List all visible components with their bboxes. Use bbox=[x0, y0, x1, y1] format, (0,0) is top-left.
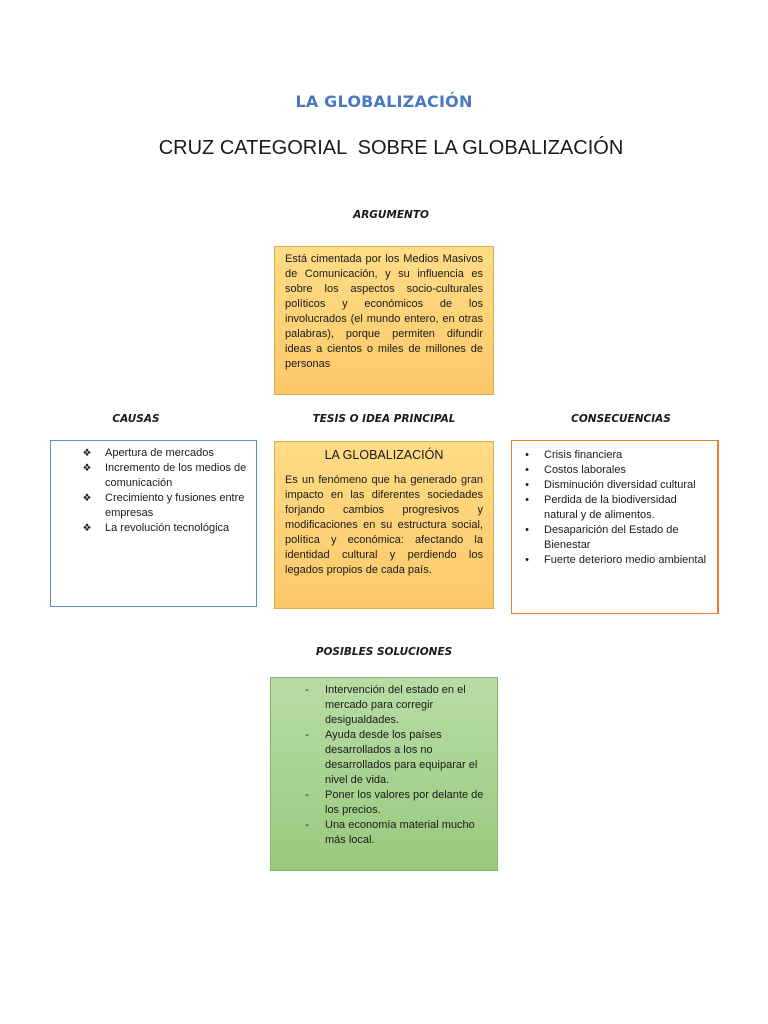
consecuencias-box bbox=[511, 440, 719, 614]
causas-box bbox=[50, 440, 257, 607]
soluciones-list bbox=[271, 683, 489, 848]
argumento-box bbox=[274, 246, 494, 395]
bullet-icon: • bbox=[525, 464, 529, 476]
tesis-box-title: LA GLOBALIZACIÓN bbox=[324, 448, 444, 462]
dash-bullet-icon: - bbox=[305, 789, 309, 801]
list-item: - Poner los valores por delante de los precios. bbox=[271, 788, 489, 818]
list-item: ❖ La revolución tecnológica bbox=[51, 521, 252, 536]
bullet-icon: • bbox=[525, 554, 529, 566]
list-item: • Disminución diversidad cultural bbox=[512, 478, 711, 493]
consecuencias-heading: CONSECUENCIAS bbox=[571, 413, 671, 425]
list-item: • Desaparición del Estado de Bienestar bbox=[512, 523, 711, 553]
list-item: • Perdida de la biodiversidad natural y de alimentos. bbox=[512, 493, 711, 523]
consecuencias-list bbox=[512, 448, 711, 568]
diamond-bullet-icon: ❖ bbox=[82, 523, 92, 534]
bullet-icon: • bbox=[525, 479, 529, 491]
tesis-box bbox=[274, 441, 494, 609]
diamond-bullet-icon: ❖ bbox=[82, 493, 92, 504]
bullet-icon: • bbox=[525, 524, 529, 536]
diamond-bullet-icon: ❖ bbox=[82, 463, 92, 474]
list-item: • Fuerte deterioro medio ambiental bbox=[512, 553, 711, 568]
tesis-text: Es un fenómeno que ha generado gran impacto en las diferentes sociedades forjando cambios progresivos y modificaciones en su estructura social, política y económica: afectando la identidad cultural y perdiendo los legados propios de cada país. bbox=[285, 474, 483, 576]
list-item: • Costos laborales bbox=[512, 463, 711, 478]
list-item: - Una economía material mucho más local. bbox=[271, 818, 489, 848]
dash-bullet-icon: - bbox=[305, 729, 309, 741]
dash-bullet-icon: - bbox=[305, 819, 309, 831]
list-item: ❖ Apertura de mercados bbox=[51, 446, 252, 461]
tesis-heading: TESIS O IDEA PRINCIPAL bbox=[312, 413, 456, 425]
document-title: LA GLOBALIZACIÓN bbox=[295, 92, 473, 111]
list-item: • Crisis financiera bbox=[512, 448, 711, 463]
dash-bullet-icon: - bbox=[305, 684, 309, 696]
causas-list bbox=[51, 446, 252, 536]
bullet-icon: • bbox=[525, 449, 529, 461]
list-item: ❖ Incremento de los medios de comunicación bbox=[51, 461, 252, 491]
causas-heading: CAUSAS bbox=[112, 413, 160, 425]
list-item: ❖ Crecimiento y fusiones entre empresas bbox=[51, 491, 252, 521]
bullet-icon: • bbox=[525, 494, 529, 506]
list-item: - Ayuda desde los países desarrollados a los no desarrollados para equiparar el nivel de vida. bbox=[271, 728, 489, 788]
document-subtitle: CRUZ CATEGORIAL SOBRE LA GLOBALIZACIÓN bbox=[158, 137, 624, 159]
argumento-text: Está cimentada por los Medios Masivos de Comunicación, y su influencia es sobre los aspectos socio-culturales políticos y económicos de los involucrados (el mundo entero, en otras palabras), porque permiten difundir ideas a cientos o miles de millones de personas bbox=[285, 253, 483, 370]
diamond-bullet-icon: ❖ bbox=[82, 448, 92, 459]
soluciones-box bbox=[270, 677, 498, 871]
soluciones-heading: POSIBLES SOLUCIONES bbox=[315, 646, 453, 658]
list-item: - Intervención del estado en el mercado para corregir desigualdades. bbox=[271, 683, 489, 728]
argumento-heading: ARGUMENTO bbox=[353, 209, 429, 221]
